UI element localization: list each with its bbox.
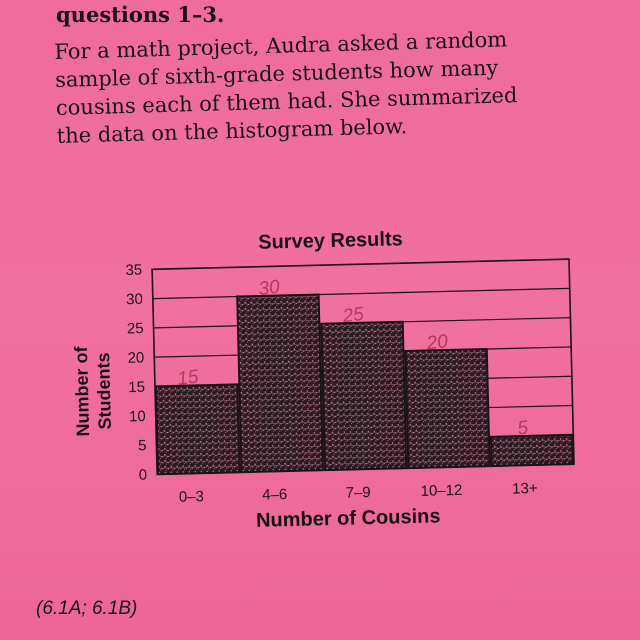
- chart-title: Survey Results: [257, 228, 403, 254]
- y-tick-10: 10: [128, 407, 146, 426]
- y-tick-20: 20: [127, 349, 145, 367]
- handwritten-label-0: 15: [176, 366, 200, 390]
- paragraph-line-3: cousins each of them had. She summarized: [55, 83, 518, 120]
- paragraph-line-4: the data on the histogram below.: [56, 114, 408, 148]
- gridline-30: [153, 288, 570, 298]
- bar-1: [237, 295, 323, 473]
- histogram-svg: [0, 207, 640, 553]
- handwritten-label-3: 20: [425, 330, 450, 355]
- problem-paragraph: [54, 23, 597, 150]
- paragraph-line-2: sample of sixth-grade students how many: [54, 55, 499, 92]
- bar-3: [405, 349, 489, 468]
- y-tick-labels: [125, 262, 147, 484]
- y-tick-35: 35: [125, 261, 143, 279]
- x-tick-1: 4–6: [262, 486, 288, 504]
- x-tick-4: 13+: [511, 479, 538, 498]
- x-tick-3: 10–12: [420, 481, 463, 500]
- handwritten-label-1: 30: [257, 276, 281, 301]
- x-tick-2: 7–9: [345, 484, 371, 502]
- bar-2: [321, 322, 406, 470]
- y-axis-label-line-2: Students: [93, 352, 116, 430]
- standards-reference: (6.1A; 6.1B): [36, 598, 138, 619]
- bar-4: [491, 435, 573, 466]
- paragraph-line-1: For a math project, Audra asked a random: [54, 27, 508, 64]
- y-tick-30: 30: [125, 290, 144, 309]
- y-tick-15: 15: [128, 378, 146, 397]
- histogram-chart: [0, 207, 640, 553]
- y-axis-label: [71, 345, 115, 437]
- y-tick-0: 0: [138, 466, 148, 484]
- x-tick-0: 0–3: [178, 488, 205, 506]
- bar-0: [156, 384, 240, 474]
- x-tick-labels: [179, 480, 538, 506]
- handwritten-label-4: 5: [516, 417, 530, 440]
- questions-heading: questions 1–3.: [56, 2, 225, 27]
- handwritten-label-2: 25: [341, 303, 366, 328]
- y-axis-label-line-1: Number of: [70, 346, 94, 437]
- y-tick-5: 5: [137, 437, 147, 455]
- y-tick-25: 25: [126, 320, 144, 338]
- x-axis-label: Number of Cousins: [255, 505, 441, 532]
